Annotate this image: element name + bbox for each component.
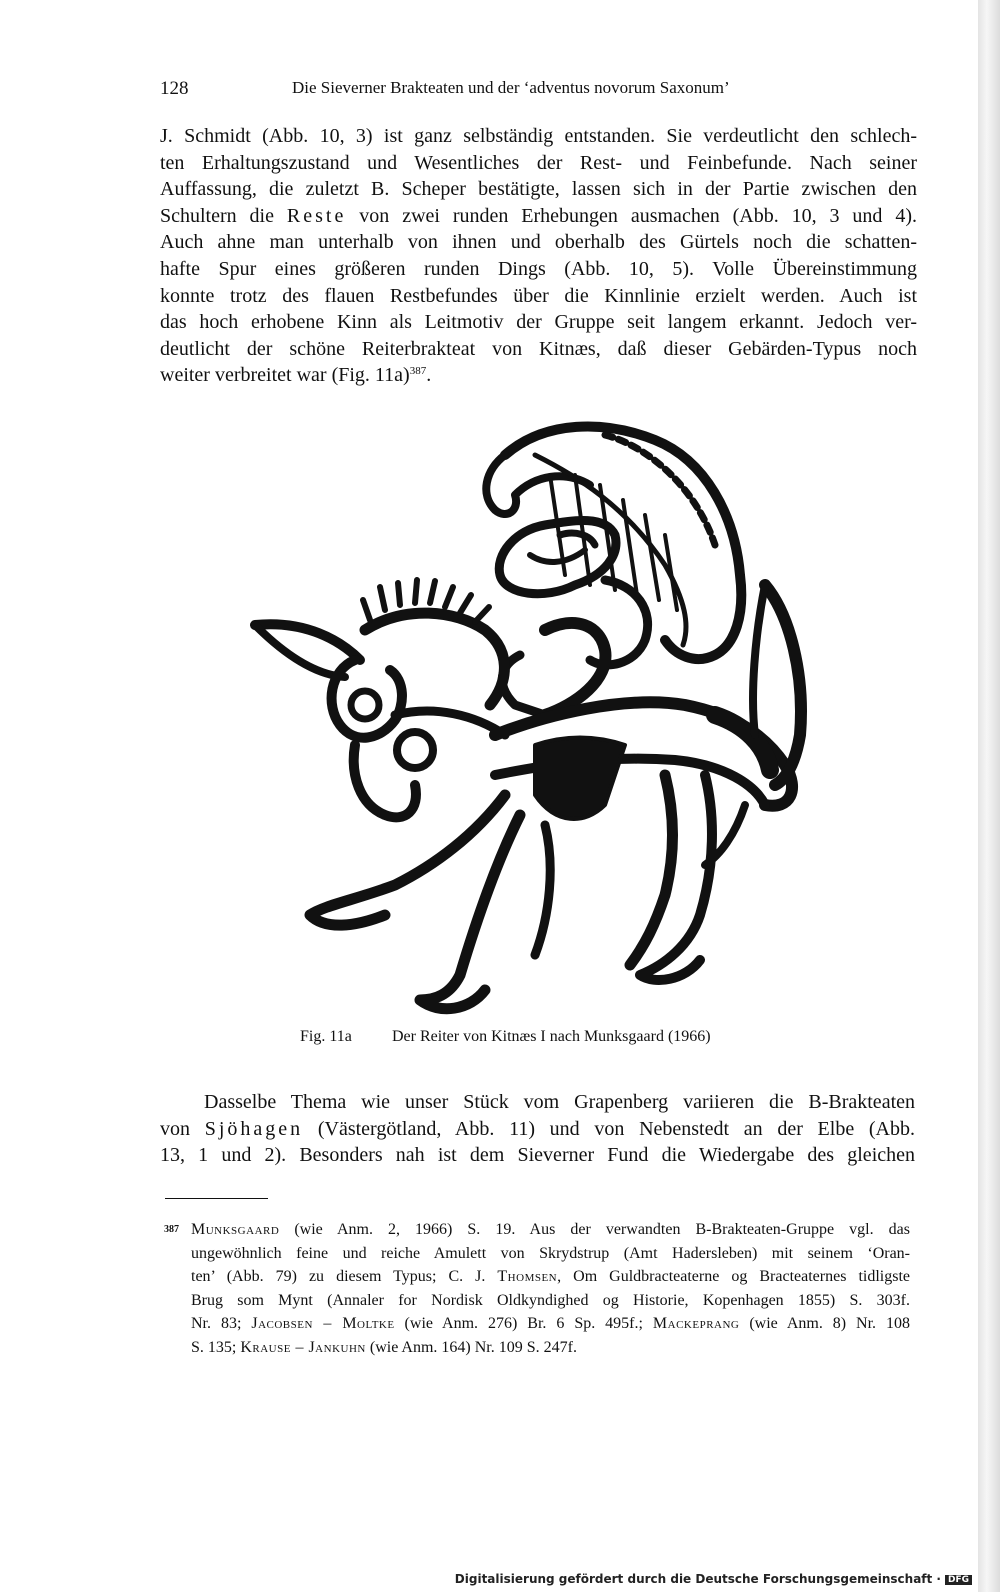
footnote-line: Brug som Mynt (Annaler for Nordisk Oldkyndighed og Historie, Kopenhagen 1855) S. 303f.: [191, 1291, 910, 1309]
text-line: von Sjöhagen (Västergötland, Abb. 11) und von Nebenstedt an der Elbe (Abb.: [160, 1117, 916, 1140]
page-number: 128: [160, 78, 189, 99]
figure-rider-illustration: [245, 415, 825, 1015]
figure-label: Fig. 11a: [300, 1028, 352, 1045]
text-line: das hoch erhobene Kinn als Leitmotiv der Gruppe seit langem erkannt. Jedoch ver-: [160, 311, 917, 334]
text-line: Auffassung, die zuletzt B. Scheper bestätigte, lassen sich in der Partie zwischen den: [160, 178, 917, 201]
footnote-line: ten’ (Abb. 79) zu diesem Typus; C. J. Thomsen, Om Guldbracteaterne og Bracteaternes tidligste: [191, 1268, 910, 1285]
footnote-line: ungewöhnlich feine und reiche Amulett von Skrydstrup (Amt Hadersleben) mit seinem ‘Oran-: [191, 1244, 910, 1262]
paragraph-1: [160, 123, 917, 389]
page-edge-shadow: [978, 0, 1000, 1592]
rider-drawing: [245, 415, 825, 1015]
paragraph-2: [160, 1089, 915, 1169]
text-line: Schultern die Reste von zwei runden Erhebungen ausmachen (Abb. 10, 3 und 4).: [160, 204, 918, 227]
spaced-emphasis: Sjöhagen: [204, 1117, 304, 1140]
footnote-line: Munksgaard (wie Anm. 2, 1966) S. 19. Aus der verwandten B-Brakteaten-Gruppe vgl. das: [191, 1221, 910, 1238]
text-line: konnte trotz des flauen Restbefundes über die Kinnlinie erzielt werden. Auch ist: [160, 284, 917, 307]
text-line: J. Schmidt (Abb. 10, 3) ist ganz selbständig entstanden. Sie verdeutlicht den schlech-: [160, 125, 917, 147]
text-line: ten Erhaltungszustand und Wesentliches der Rest- und Feinbefunde. Nach seiner: [160, 151, 917, 174]
running-title: Die Sieverner Brakteaten und der ‘adventus novorum Saxonum’: [292, 78, 730, 97]
text-line: Dasselbe Thema wie unser Stück vom Grapenberg variieren die B-Brakteaten: [204, 1091, 915, 1113]
footnote-text: [191, 1218, 910, 1359]
footnote-387: [165, 1218, 910, 1359]
text-line: weiter verbreitet war (Fig. 11a)$^{387}$.: [160, 364, 432, 387]
footnote-reference[interactable]: 387: [409, 365, 427, 378]
text-line: 13, 1 und 2). Besonders nah ist dem Sieverner Fund die Wiedergabe des gleichen: [160, 1144, 915, 1167]
spaced-emphasis: Reste: [286, 204, 347, 227]
funding-notice: Digitalisierung gefördert durch die Deutsche Forschungsgemeinschaft · DFG: [455, 1572, 972, 1586]
footnote-line: S. 135; Krause – Jankuhn (wie Anm. 164) Nr. 109 S. 247f.: [191, 1338, 577, 1356]
figure-caption: [300, 1028, 800, 1046]
text-line: Auch ahne man unterhalb von ihnen und oberhalb des Gürtels noch die schatten-: [160, 231, 917, 254]
footnote-marker: 387: [164, 1224, 179, 1235]
running-head: [160, 76, 810, 106]
footnote-separator: [165, 1198, 268, 1199]
text-line: deutlicht der schöne Reiterbrakteat von Kitnæs, daß dieser Gebärden-Typus noch: [160, 337, 917, 360]
text-line: hafte Spur eines größeren runden Dings (Abb. 10, 5). Volle Übereinstimmung: [160, 257, 917, 280]
dfg-logo: DFG: [945, 1575, 972, 1585]
caption-text: Der Reiter von Kitnæs I nach Munksgaard (1966): [392, 1028, 711, 1045]
footnote-line: Nr. 83; Jacobsen – Moltke (wie Anm. 276) Br. 6 Sp. 495f.; Mackeprang (wie Anm. 8) Nr. 108: [191, 1315, 911, 1332]
